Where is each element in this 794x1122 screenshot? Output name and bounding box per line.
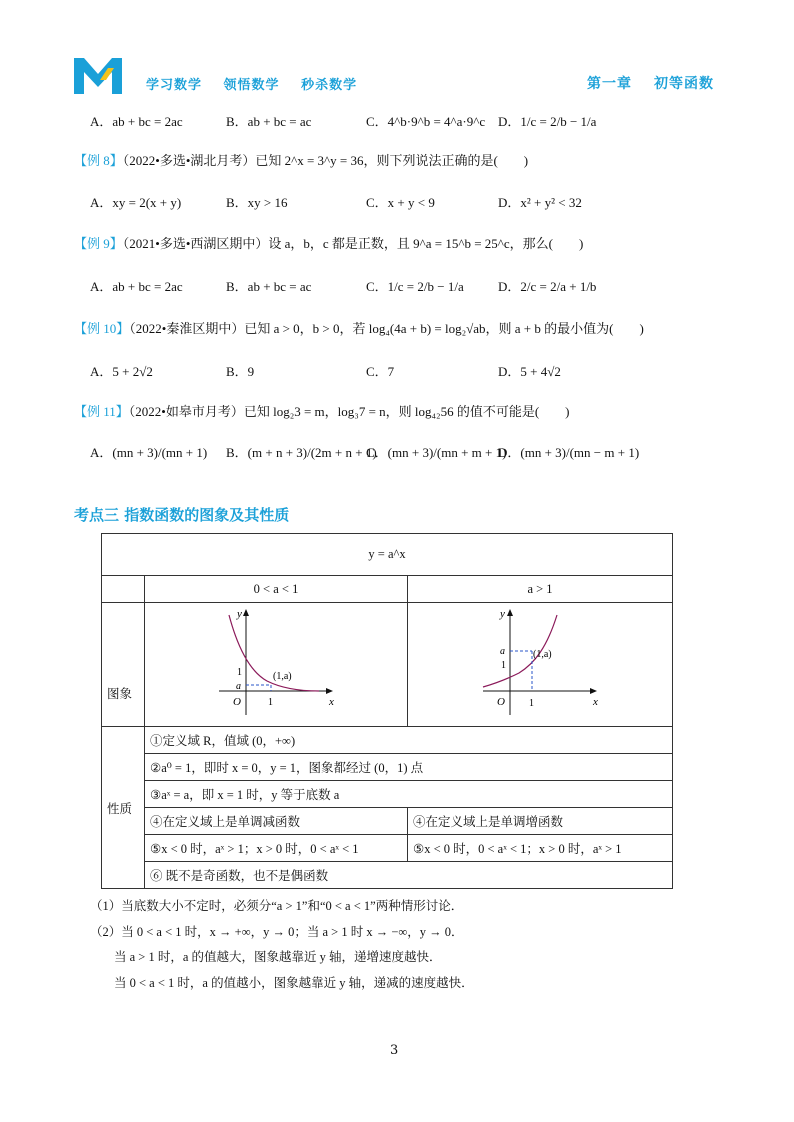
ex8-option-d: D．x² + y² < 32 bbox=[498, 195, 582, 210]
example-10-options bbox=[90, 361, 710, 383]
brand-logo bbox=[72, 54, 124, 96]
g1-y-one-label: 1 bbox=[237, 666, 242, 678]
graph-label: 图象 bbox=[102, 603, 145, 727]
example-11-tag: 【例 11】 bbox=[74, 404, 129, 419]
property-4-right: ④在定义域上是单调增函数 bbox=[408, 808, 673, 835]
example-11-stem: 【例 11】（2022•如皋市月考）已知 log₂3 = m，log₃7 = n，则 log₄₂56 的值不可能是( ) bbox=[74, 404, 570, 419]
ex10-option-d: D．5 + 4√2 bbox=[498, 364, 561, 379]
prev-option-b: B．ab + bc = ac bbox=[226, 114, 312, 129]
ex8-option-c: C．x + y < 9 bbox=[366, 195, 435, 210]
g2-origin-label: O bbox=[497, 695, 505, 708]
example-9-stem: 【例 9】（2021•多选•西湖区期中）设 a，b，c 都是正数，且 9^a = 15^b = 25^c，那么( ) bbox=[74, 236, 584, 251]
g1-x-one-label: 1 bbox=[268, 696, 273, 708]
g1-point-label: (1,a) bbox=[273, 670, 292, 682]
prev-question-options bbox=[90, 106, 710, 136]
g2-a-label: a bbox=[500, 645, 505, 657]
property-5-right: ⑤x < 0 时，0 < aˣ < 1；x > 0 时，aˣ > 1 bbox=[408, 835, 673, 862]
prev-option-c: C．4^b·9^b = 4^a·9^c bbox=[366, 114, 486, 129]
g2-y-one-label: 1 bbox=[501, 659, 506, 671]
prev-option-a: A．ab + bc = 2ac bbox=[90, 114, 183, 129]
chapter-heading bbox=[587, 73, 714, 93]
example-11-options bbox=[90, 442, 710, 466]
table-function: y = a^x bbox=[102, 534, 673, 576]
table-empty-cell bbox=[102, 576, 145, 603]
decreasing-exp-graph bbox=[211, 605, 341, 721]
ex11-option-c: C．(mn + 3)/(mn + m + 1) bbox=[366, 445, 507, 460]
g2-y-axis-label: y bbox=[500, 607, 505, 620]
note-2: （2）当 0 < a < 1 时，x → +∞，y → 0；当 a > 1 时 x → −∞，y → 0． bbox=[90, 925, 464, 939]
g2-point-label: (1,a) bbox=[533, 648, 552, 660]
exp-function-table bbox=[101, 533, 673, 889]
note-4: 当 0 < a < 1 时，a 的值越小，图象越靠近 y 轴，递减的速度越快． bbox=[114, 976, 474, 990]
slogan bbox=[146, 74, 373, 93]
slogan-1: 学习数学 bbox=[146, 78, 203, 93]
ex8-option-b: B．xy > 16 bbox=[226, 195, 288, 210]
note-1: （1）当底数大小不定时，必须分“a > 1”和“0 < a < 1”两种情形讨论． bbox=[90, 899, 464, 913]
g1-origin-label: O bbox=[233, 695, 241, 708]
note-3: 当 a > 1 时，a 的值越大，图象越靠近 y 轴，递增速度越快． bbox=[114, 950, 442, 964]
graph-increasing bbox=[408, 603, 673, 727]
ex10-option-b: B．9 bbox=[226, 364, 255, 379]
section-title: 考点三 指数函数的图象及其性质 bbox=[74, 506, 290, 524]
g1-x-axis-label: x bbox=[329, 695, 334, 708]
slogan-3: 秒杀数学 bbox=[301, 78, 358, 93]
property-4-left: ④在定义域上是单调减函数 bbox=[145, 808, 408, 835]
property-5-left: ⑤x < 0 时，aˣ > 1；x > 0 时，0 < aˣ < 1 bbox=[145, 835, 408, 862]
example-8-tag: 【例 8】 bbox=[74, 153, 123, 168]
ex11-option-d: D．(mn + 3)/(mn − m + 1) bbox=[498, 445, 640, 460]
example-10-tag: 【例 10】 bbox=[74, 321, 130, 336]
g2-x-one-label: 1 bbox=[529, 697, 534, 709]
property-1: ①定义域 R，值域 (0，+∞) bbox=[145, 727, 673, 754]
ex10-option-c: C．7 bbox=[366, 364, 395, 379]
ex10-option-a: A．5 + 2√2 bbox=[90, 364, 153, 379]
example-8-stem: 【例 8】（2022•多选•湖北月考）已知 2^x = 3^y = 36，则下列说法正确的是( ) bbox=[74, 153, 529, 168]
property-6: ⑥ 既不是奇函数，也不是偶函数 bbox=[145, 862, 673, 889]
ex9-option-c: C．1/c = 2/b − 1/a bbox=[366, 279, 464, 294]
chapter-number: 第一章 bbox=[587, 76, 632, 92]
g1-y-axis-label: y bbox=[237, 607, 242, 620]
ex9-option-b: B．ab + bc = ac bbox=[226, 279, 312, 294]
page-number: 3 bbox=[390, 1043, 399, 1058]
property-2: ②a⁰ = 1，即时 x = 0，y = 1，图象都经过 (0，1) 点 bbox=[145, 754, 673, 781]
g1-a-label: a bbox=[236, 680, 241, 692]
table-case-2: a > 1 bbox=[408, 576, 673, 603]
example-10-stem: 【例 10】（2022•秦淮区期中）已知 a > 0，b > 0，若 log₄(4a + b) = log₂√ab，则 a + b 的最小值为( ) bbox=[74, 321, 644, 336]
example-9-tag: 【例 9】 bbox=[74, 236, 123, 251]
increasing-exp-graph bbox=[475, 605, 605, 721]
table-case-1: 0 < a < 1 bbox=[145, 576, 408, 603]
ex9-option-a: A．ab + bc = 2ac bbox=[90, 279, 183, 294]
prev-option-d: D．1/c = 2/b − 1/a bbox=[498, 114, 597, 129]
property-label: 性质 bbox=[102, 727, 145, 889]
ex9-option-d: D．2/c = 2/a + 1/b bbox=[498, 279, 597, 294]
example-8-options bbox=[90, 192, 710, 214]
example-9-options bbox=[90, 276, 710, 298]
graph-decreasing bbox=[145, 603, 408, 727]
g2-x-axis-label: x bbox=[593, 695, 598, 708]
ex11-option-a: A．(mn + 3)/(mn + 1) bbox=[90, 445, 208, 460]
slogan-2: 领悟数学 bbox=[223, 78, 280, 93]
property-3: ③aˣ = a，即 x = 1 时，y 等于底数 a bbox=[145, 781, 673, 808]
ex8-option-a: A．xy = 2(x + y) bbox=[90, 195, 182, 210]
ex11-option-b: B．(m + n + 3)/(2m + n + 1) bbox=[226, 445, 377, 460]
chapter-title: 初等函数 bbox=[654, 76, 714, 92]
